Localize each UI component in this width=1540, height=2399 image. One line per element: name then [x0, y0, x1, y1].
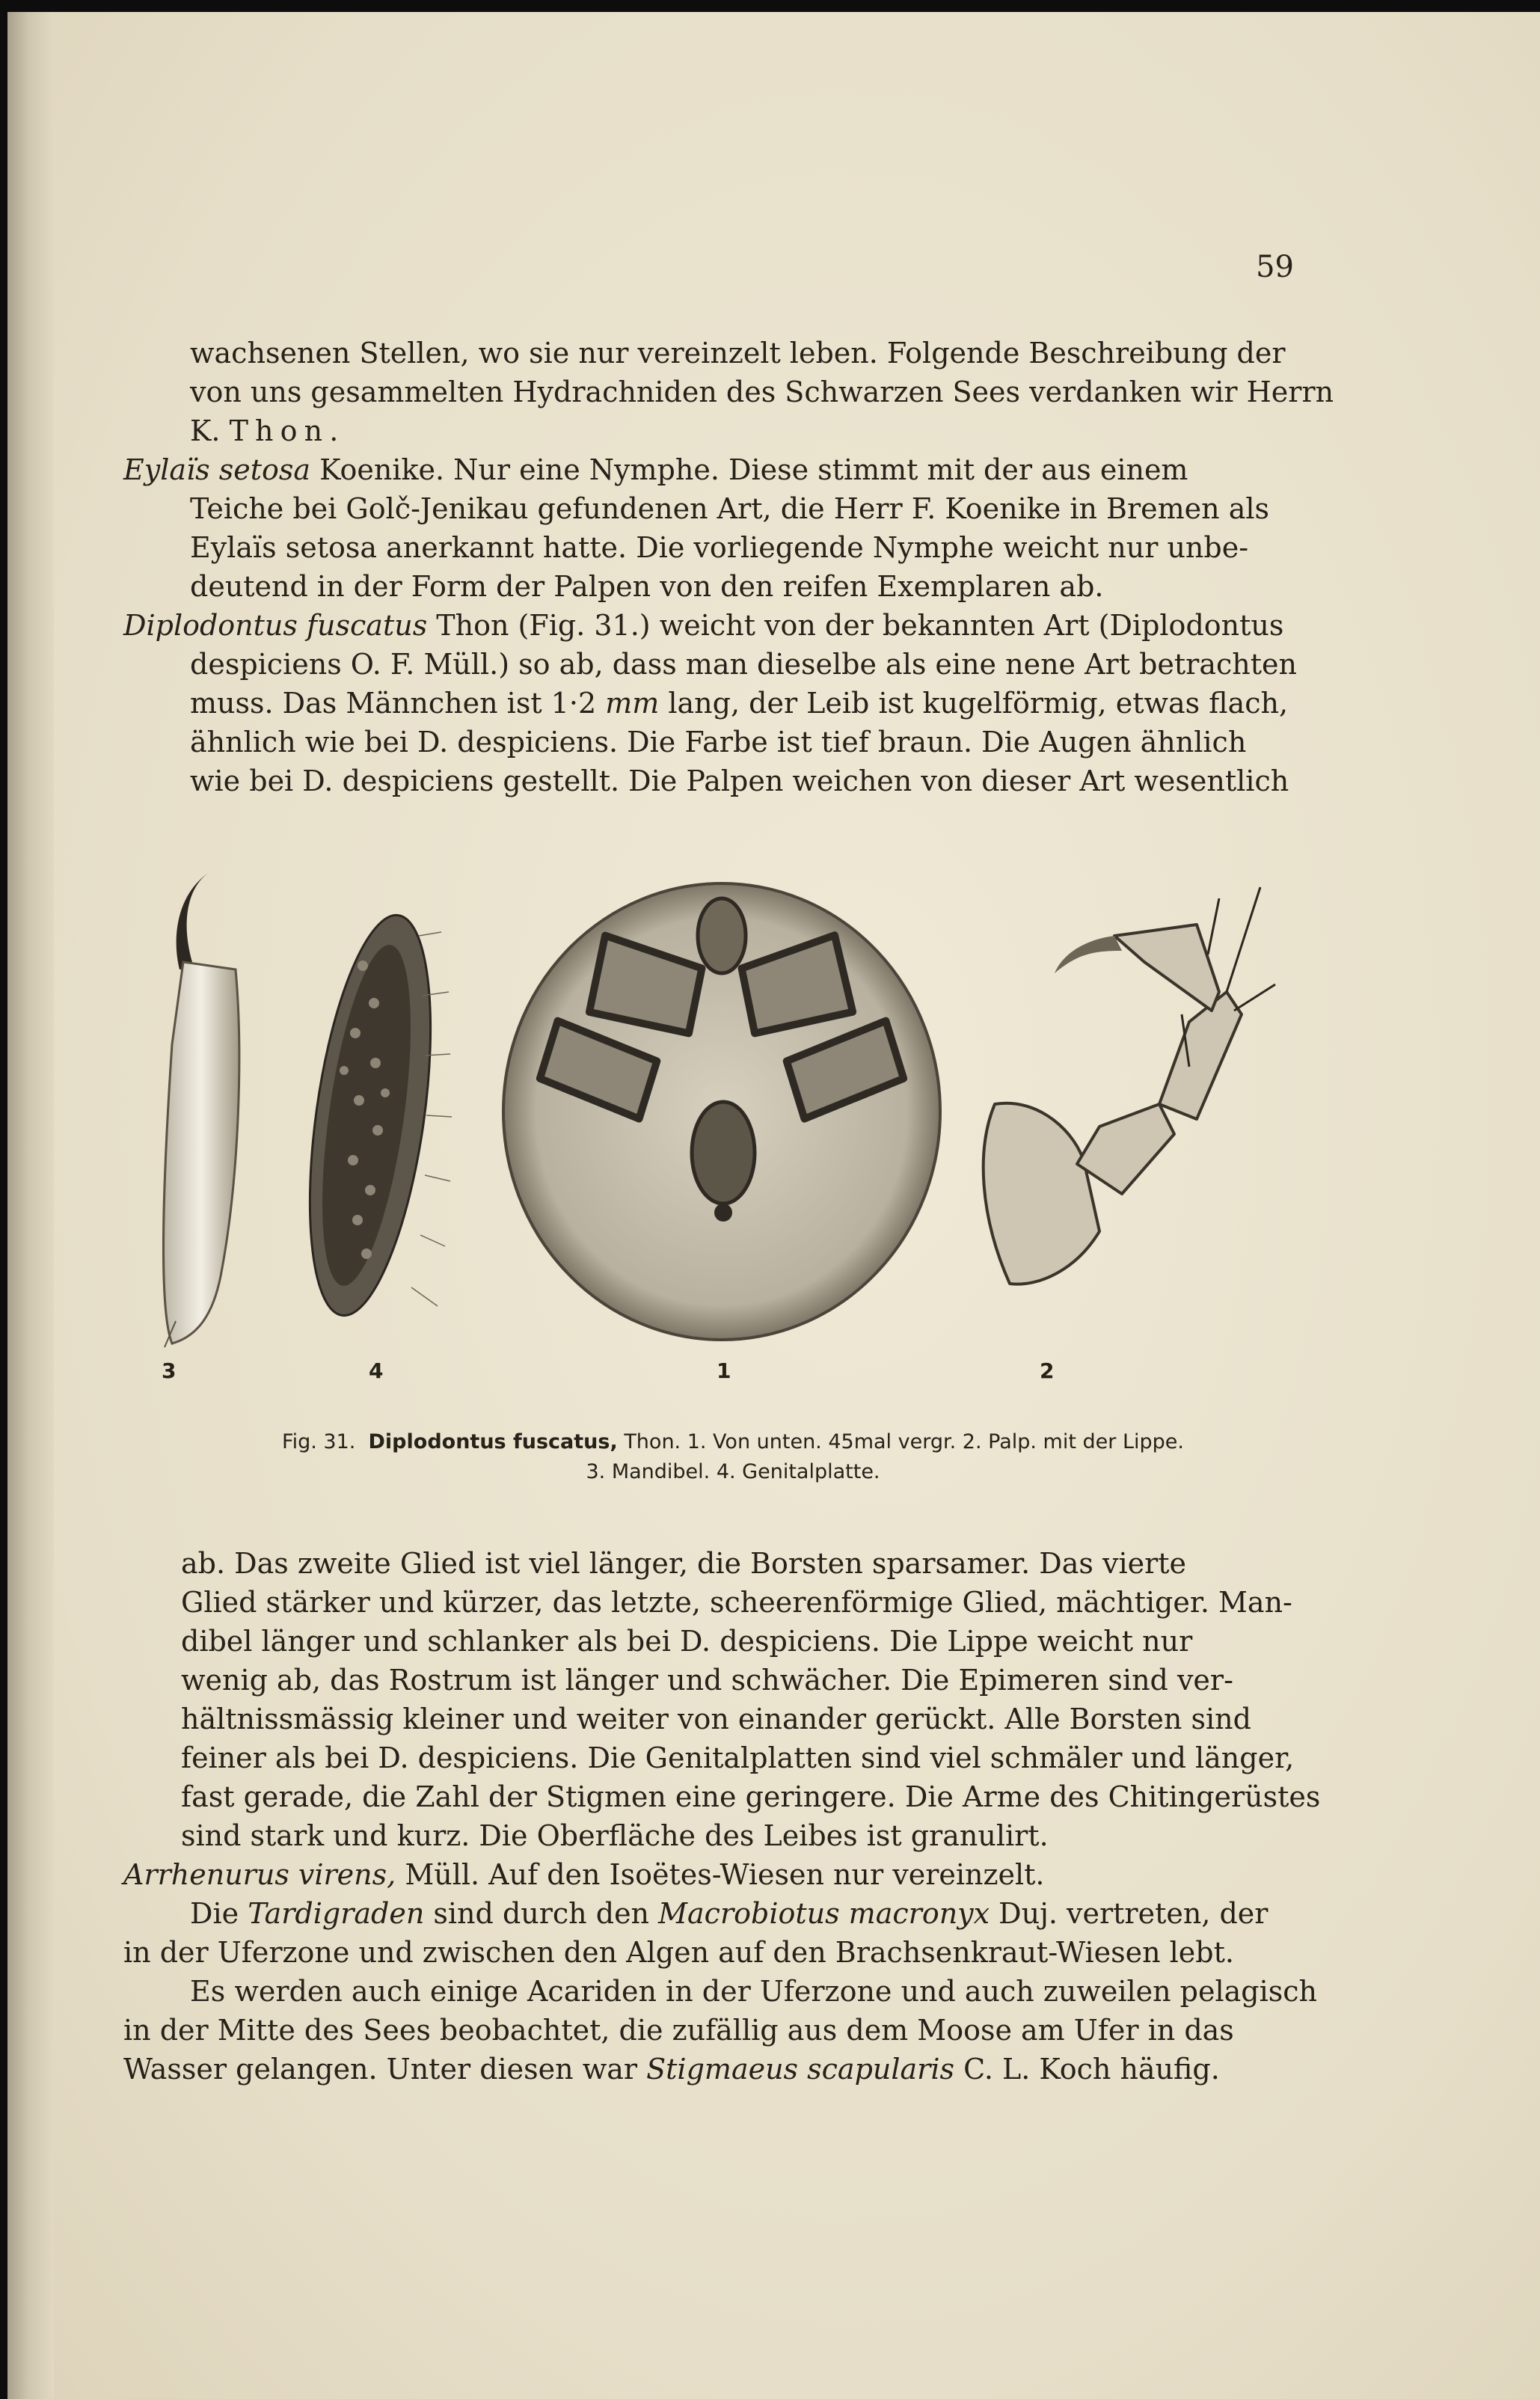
continuation-paragraph [181, 1544, 1321, 1855]
palp-illustration [972, 880, 1286, 1299]
text-line: dibel länger und schlanker als bei D. despiciens. Die Lippe weicht nur [181, 1625, 1193, 1658]
caption-prefix: Fig. 31. [282, 1430, 356, 1453]
figure-label: 4 [369, 1358, 384, 1383]
species-name: Diplodontus fuscatus [123, 609, 428, 642]
figure-label: 3 [162, 1358, 177, 1383]
text-line: fast gerade, die Zahl der Stigmen eine geringere. Die Arme des Chitingerüstes [181, 1780, 1321, 1813]
eylais-paragraph [123, 450, 1292, 606]
figure-caption [150, 1427, 1316, 1487]
text-line: von uns gesammelten Hydrachniden des Schwarzen Sees verdanken wir Herrn [190, 376, 1334, 408]
ventral-view-illustration [497, 865, 946, 1343]
text-line: wenig ab, das Rostrum ist länger und schwächer. Die Epimeren sind ver- [181, 1664, 1233, 1697]
tardigraden-paragraph [123, 1894, 1292, 1972]
text-fragment: Duj. vertreten, der [990, 1897, 1268, 1930]
text-fragment: K. [190, 414, 221, 447]
text-line: Eylaïs setosa anerkannt hatte. Die vorliegende Nymphe weicht nur unbe- [190, 531, 1249, 564]
text-fragment: muss. Das Männchen ist 1·2 [190, 687, 606, 720]
text-fragment: Wasser gelangen. Unter diesen war [123, 2053, 647, 2086]
text-fragment: Koenike. Nur eine Nymphe. Diese stimmt mit der aus einem [310, 453, 1188, 486]
taxon-name: Tardigraden [248, 1897, 425, 1930]
text-fragment: lang, der Leib ist kugelförmig, etwas flach, [659, 687, 1289, 720]
acariden-paragraph [123, 1972, 1318, 2089]
species-name: Arrhenurus virens, [123, 1858, 396, 1891]
text-line: Es werden auch einige Acariden in der Uferzone und auch zuweilen pelagisch [190, 1975, 1318, 2008]
arrhenurus-paragraph [123, 1855, 1292, 1894]
unit: mm [605, 687, 660, 720]
caption-title: Diplodontus fuscatus, [368, 1430, 618, 1453]
text-line: ähnlich wie bei D. despiciens. Die Farbe ist tief braun. Die Augen ähnlich [190, 726, 1247, 759]
caption-text: Thon. 1. Von unten. 45mal vergr. 2. Palp. mit der Lippe. [617, 1430, 1184, 1453]
page-number: 59 [1256, 250, 1294, 284]
book-page [7, 12, 1540, 2399]
text-line: despiciens O. F. Müll.) so ab, dass man dieselbe als eine nene Art betrachten [190, 648, 1297, 681]
text-line: deutend in der Form der Palpen von den reifen Exemplaren ab. [190, 570, 1104, 603]
text-line: in der Mitte des Sees beobachtet, die zufällig aus dem Moose am Ufer in das [123, 2014, 1234, 2047]
caption-line: 3. Mandibel. 4. Genitalplatte. [586, 1460, 880, 1483]
book-gutter [7, 12, 54, 2399]
text-fragment: Thon (Fig. 31.) weicht von der bekannten Art (Diplodontus [427, 609, 1284, 642]
text-line: wachsenen Stellen, wo sie nur vereinzelt leben. Folgende Beschreibung der [190, 337, 1286, 370]
intro-paragraph [190, 334, 1334, 450]
text-line: in der Uferzone und zwischen den Algen auf den Brachsenkraut-Wiesen lebt. [123, 1936, 1234, 1969]
author-name: Thon. [229, 414, 346, 447]
species-name: Eylaïs setosa [123, 453, 311, 486]
mandible-illustration [142, 857, 262, 1351]
text-line: sind stark und kurz. Die Oberfläche des Leibes ist granulirt. [181, 1819, 1049, 1852]
text-fragment: C. L. Koch häufig. [954, 2053, 1220, 2086]
text-line: feiner als bei D. despiciens. Die Genitalplatten sind viel schmäler und länger, [181, 1741, 1295, 1774]
species-name: Stigmaeus scapularis [646, 2053, 955, 2086]
figure-label: 1 [717, 1358, 731, 1383]
text-line: wie bei D. despiciens gestellt. Die Palpen weichen von dieser Art wesentlich [190, 765, 1289, 797]
diplodontus-paragraph [123, 606, 1297, 800]
text-line: Glied stärker und kürzer, das letzte, scheerenförmige Glied, mächtiger. Man- [181, 1586, 1292, 1619]
text-line: Teiche bei Golč-Jenikau gefundenen Art, die Herr F. Koenike in Bremen als [190, 492, 1269, 525]
text-fragment: sind durch den [424, 1897, 659, 1930]
text-line: hältnissmässig kleiner und weiter von einander gerückt. Alle Borsten sind [181, 1703, 1251, 1735]
genital-plate-illustration [292, 906, 456, 1325]
figure-label: 2 [1040, 1358, 1055, 1383]
species-name: Macrobiotus macronyx [658, 1897, 990, 1930]
text-fragment: Die [190, 1897, 248, 1930]
text-fragment: Müll. Auf den Isoëtes-Wiesen nur vereinzelt. [396, 1858, 1045, 1891]
text-line: ab. Das zweite Glied ist viel länger, die Borsten sparsamer. Das vierte [181, 1547, 1187, 1580]
